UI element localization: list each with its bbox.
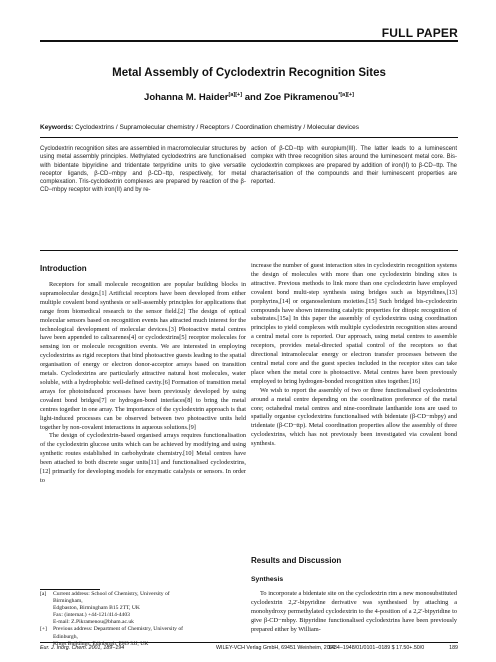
author-line <box>40 92 458 103</box>
author-2: Zoe Pikramenou <box>264 92 339 103</box>
footnote-line: Current address: School of Chemistry, University of <box>53 591 170 597</box>
synthesis-subheading: Synthesis <box>251 576 284 583</box>
footer-rule <box>40 642 458 643</box>
footnote-line: Edinburgh, <box>53 633 78 640</box>
introduction-right-column <box>251 262 457 449</box>
footnote-line: Kings Buildings, Edinburgh, EH9 3JJ, UK <box>53 640 149 647</box>
paragraph: We wish to report the assembly of two or three functionalised cyclodextrins around a metal centre depending on the coordination preference of the metal core; octahedral metal centres and nine-coordinate lanthanide ions are used to spatially organise cyclodextrins functionalised with bidentate (β-CD−mbpy) and tridentate (β-CD−ttp). Metal coordination properties allow the assembly of three cyclodextrins, which has not previously been investigated via covalent bond synthesis. <box>251 386 457 448</box>
section-label: FULL PAPER <box>381 26 458 40</box>
results-heading: Results and Discussion <box>251 556 342 565</box>
paragraph: increase the number of guest interaction sites in cyclodextrin recognition systems the design of molecules with more than one cyclodextrin binding sites is attractive. Previous methods to link more than one cyclodextrin have employed covalent bond multi-step synthesis using bridges such as bipyridines,[13] porphyrins,[14] or organoselenium moieties.[15] Such bridged bis-cyclodextrin compounds have shown interesting catalytic properties for ditopic recognition of substrates.[15a] In this paper the assembly of cyclodextrins using coordination principles to yield complexes with multiple cyclodextrin recognition sites around a central metal core is reported. Our approach, using metal centres to assemble receptors, provides metal-directed spatial control of the receptors so that directional intramolecular energy or electron transfer processes between the central metal core and the guest species included in the receptor sites can take place when the metal core is photoactive. Metal centres have been previously employed to bring hydrogen-bonded recognition sites together.[16] <box>251 262 457 385</box>
abstract-top-rule <box>40 137 458 138</box>
abstract-left: Cyclodextrin recognition sites are assembled in macromolecular structures by using metal assembly principles. Methylated cyclodextrins are functionalised with bidentate bipyridine and tridentate terpyridine units to give versatile receptor ligands, β-CD−mbpy and β-CD−ttp, respectively, for metal complexation. Tris-cyclodextrin complexes are prepared by reaction of the β-CD−mbpy receptor with iron(II) and by re- <box>40 146 246 194</box>
paper-title: Metal Assembly of Cyclodextrin Recognition Sites <box>112 67 386 79</box>
footnote-line: Birmingham, <box>53 598 83 605</box>
keywords <box>40 124 458 131</box>
page-number: 189 <box>449 645 458 651</box>
footnote-line: E-mail: Z.Pikramenou@bham.ac.uk <box>53 619 134 626</box>
abstract-bottom-rule <box>40 250 458 251</box>
author-conjunction: and <box>244 92 262 103</box>
paragraph: To incorporate a bidentate site on the cyclodextrin rim a new monosubstituted cyclodextrin 2,2′-bipyridine derivative was synthesised by attaching a monohydroxy permethylated cyclodextrin to the 4-position of a 2,2′-bipyridine to give β-CD−mbpy. Bipyridine functionalised cyclodextrins have been previously prepared either by William- <box>251 590 457 633</box>
journal-citation: Eur. J. Inorg. Chem. 2001, 189−194 <box>40 645 125 651</box>
author-1: Johanna M. Haider <box>144 92 229 103</box>
paragraph: Receptors for small molecule recognition are popular building blocks in supramolecular design.[1] Artificial receptors have been developed from either multiple covalent bond synthesis or self-assembly principles for applications that range from biomedical research to the sensor field.[2] The design of optical molecular sensors based on recognition events has attracted much interest for the technological development of molecular devices.[3] Photoactive metal centres have been appended to calixarenes[4] or cyclodextrins[5] receptor molecules for sensing ion or molecule recognition events. We are interested in employing cyclodextrins as rigid receptors that bind photoactive guests leading to the spatial organisation of energy or electron donor-acceptor arrays based on transition metals. Cyclodextrins are particularly attractive natural host molecules, water soluble, with a hydrophobic well-defined cavity.[6] Formation of transition metal arrays for photoinduced processes have been previously developed by using covalent bond bridges[7] or hydrogen-bond interfaces[8] to bring the metal centres together in one array. The importance of the cyclodextrin approach is that light-induced processes can be observed between two photoactive units held together by non-covalent interactions in aqueous solutions.[9] <box>40 281 246 431</box>
abstract-right: action of β-CD−ttp with europium(III). The latter leads to a luminescent complex with three recognition sites around the luminescent metal core. Bis-cyclodextrin complexes are prepared by addition of iron(II) to β-CD−ttp. The characterisation of the compounds and their luminescent properties are reported. <box>251 146 457 185</box>
paragraph: The design of cyclodextrin-based organised arrays requires functionalisation of the cyclodextrin glucose units which can be achieved by modifying and using synthetic routes established in carbohydrate chemistry.[10] Metal centres have been attached to both discrete sugar units[11] and functionalised cyclodextrins,[12] primarily for developing models for enzymatic catalysis or sensors. In order to <box>40 432 246 484</box>
keywords-label: Keywords: <box>40 124 74 131</box>
publisher: WILEY-VCH Verlag GmbH, 69451 Weinheim, 2001 <box>216 645 336 651</box>
synthesis-text <box>251 590 457 635</box>
footnotes <box>40 591 246 648</box>
author-1-affiliation: [a][+] <box>228 91 243 98</box>
introduction-heading: Introduction <box>40 264 87 273</box>
section-header <box>40 28 458 42</box>
footnote-line: Edgbaston, Birmingham B15 2TT, UK <box>53 605 140 612</box>
footnote-rule <box>40 589 100 590</box>
footnote-line: Fax: (internat.) +44-121/414-4403 <box>53 612 130 619</box>
keywords-text: Cyclodextrins / Supramolecular chemistry / Receptors / Coordination chemistry / Molecular devices <box>75 124 359 131</box>
page-footer <box>40 645 458 654</box>
author-2-affiliation: *[a][+] <box>338 91 354 98</box>
issn: 1434−1948/01/0101−0189 $ 17.50+.50/0 <box>328 645 425 651</box>
footnote-mark: [+] <box>40 626 47 633</box>
introduction-left-column <box>40 281 246 486</box>
footnote-line: Previous address: Department of Chemistry, University of <box>53 626 183 633</box>
footnote-a <box>40 591 246 626</box>
footnote-mark: [a] <box>40 591 47 597</box>
